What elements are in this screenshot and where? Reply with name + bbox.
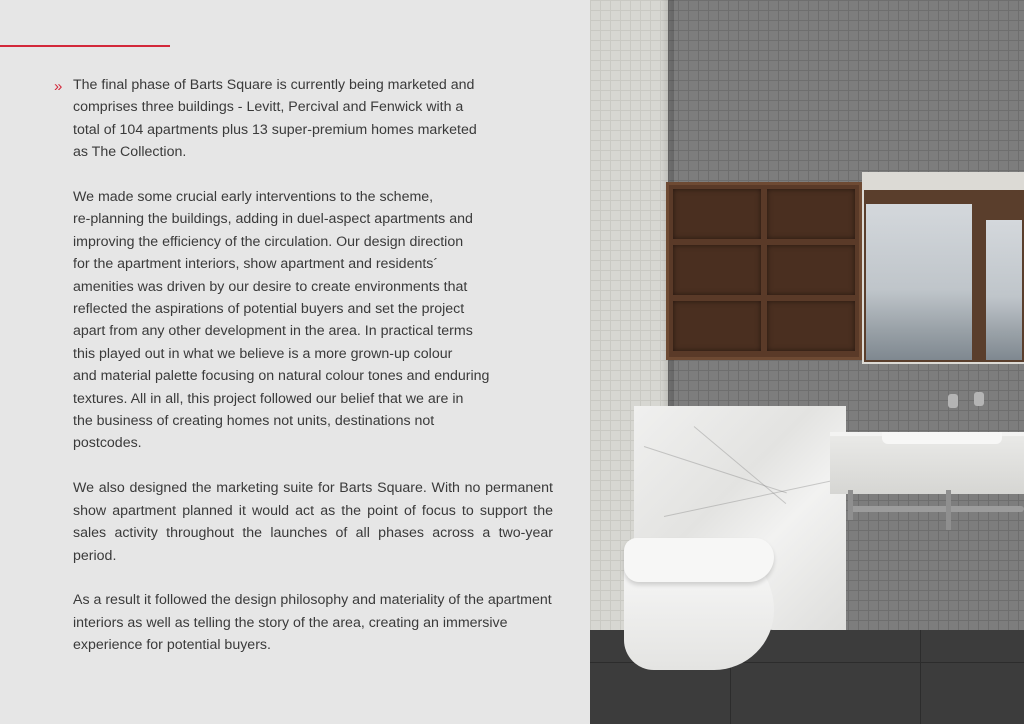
tap-icon xyxy=(948,394,958,408)
paragraph-interventions: We made some crucial early interventions to the scheme, re-planning the buildings, adding in duel-aspect apartments and improving the efficiency of the circulation. Our design direction for the apartment interiors, show apartment and residents´ amenities was driven by our desire to create environments that reflected the aspirations of potential buyers and set the project apart from any other development in the area. In practical terms this played out in what we believe is a more grown-up colour and material palette focusing on natural colour tones and enduring textures. All in all, this project followed our belief that we are in the business of creating homes not units, destinations not postcodes. xyxy=(73,189,490,452)
wooden-shelf-unit xyxy=(666,182,862,360)
toilet-lid xyxy=(624,538,774,582)
tap-icon xyxy=(974,392,984,406)
body-text xyxy=(73,74,553,679)
bathroom-photo xyxy=(590,0,1024,724)
towel-rail xyxy=(848,506,1024,512)
paragraph-marketing-suite: We also designed the marketing suite for Barts Square. With no permanent show apartment planned it would act as the point of focus to support the sales activity throughout the launches of all phases across a two-year period. xyxy=(73,480,553,564)
paragraph-result: As a result it followed the design philosophy and materiality of the apartment interiors as well as telling the story of the area, creating an immersive experience for potential buyers. xyxy=(73,592,552,654)
mirror xyxy=(864,190,1024,362)
chevron-bullet-icon: » xyxy=(54,78,63,95)
accent-rule xyxy=(0,45,170,47)
paragraph-intro: The final phase of Barts Square is currently being marketed and comprises three buildings - Levitt, Percival and Fenwick with a total of 104 apartments plus 13 super-premium homes marketed as The Collection. xyxy=(73,77,477,161)
